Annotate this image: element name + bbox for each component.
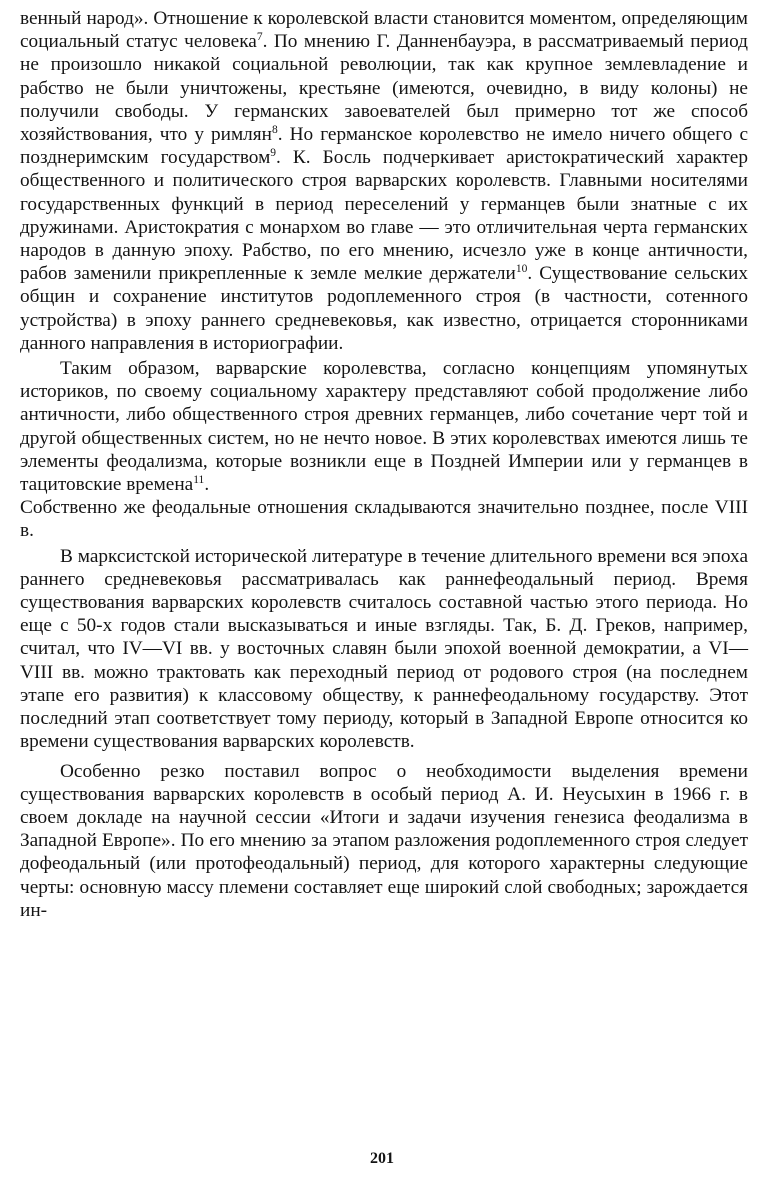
text-run: . Но германское королевство не имело ничего общего с позднеримским государством [20,124,748,169]
paragraph-5 [20,760,748,922]
text-run: венный народ». Отношение к королевской власти становится моментом, определяющим социальный статус человека [20,8,748,53]
text-run: Собственно же феодальные отношения складываются значительно позднее, после VIII в. [20,497,748,542]
text-run: . К. Босль подчеркивает аристократический характер общественного и политического строя варварских королевств. Главными носителями государственных функций в период переселений у германцев были знатные с их дружинами. Аристократия с монархом во главе — это отличительная черта германских народов в данную эпоху. Рабство, по его мнению, исчезло уже в конце античности, рабов заменили прикрепленные к земле мелкие держатели [20,147,748,285]
text-run: Особенно резко поставил вопрос о необходимости выделения времени существования варварских королевств в особый период А. И. Неусыхин в 1966 г. в своем докладе на научной сессии «Итоги и задачи изучения генезиса феодализма в Западной Европе». По его мнению за этапом разложения родоплеменного строя следует дофеодальный (или протофеодальный) период, для которого характерны следующие черты: основную массу племени составляет еще широкий слой свободных; зарождается ин- [20,760,748,921]
footnote-ref: 10 [515,263,528,276]
paragraph-1 [20,7,748,355]
text-run: . [204,474,210,496]
text-run: . Существование сельских общин и сохранение институтов родоплеменного строя (в частности, сотенного устройства) в эпоху раннего средневековья, как известно, отрицается сторонниками данного направления в историографии. [20,263,748,354]
footnote-ref: 7 [256,31,263,44]
text-run: В марксистской исторической литературе в течение длительного времени вся эпоха раннего средневековья рассматривалась как раннефеодальный период. Время существования варварских королевств считалось составной частью этого периода. Но еще с 50-х годов стали высказываться и иные взгляды. Так, Б. Д. Греков, например, считал, что IV—VI вв. у восточных славян были эпохой военной демократии, а VI—VIII вв. можно трактовать как переходный период от родового строя (на последнем этапе его развития) к классовому обществу, к раннефеодальному государству. Этот последний этап соответствует тому периоду, который в Западной Европе относится ко времени существования варварских королевств. [20,545,748,753]
page-number: 201 [370,1150,394,1167]
footnote-ref: 8 [272,124,278,137]
paragraph-4 [20,545,748,754]
footnote-ref: 9 [270,147,277,160]
paragraph-3 [20,496,748,542]
text-run: . По мнению Г. Данненбауэра, в рассматриваемый период не произошло никакой социальной революции, так как крупное землевладение и рабство не были уничтожены, крестьяне (имеются, очевидно, в виду колоны) не получили свободы. У германских завоевателей был примерно тот же способ хозяйствования, что у римлян [20,31,748,146]
footnote-ref: 11 [193,474,205,487]
paragraph-2 [20,357,748,496]
text-run: Таким образом, варварские королевства, согласно концепциям упомянутых историков, по своему социальному характеру представляют собой продолжение либо античности, либо общественного строя древних германцев, либо сочетание черт той и другой общественных систем, но не нечто новое. В этих королевствах имеются лишь те элементы феодализма, которые возникли еще в Поздней Империи или у германцев в тацитовские времена [20,358,748,496]
